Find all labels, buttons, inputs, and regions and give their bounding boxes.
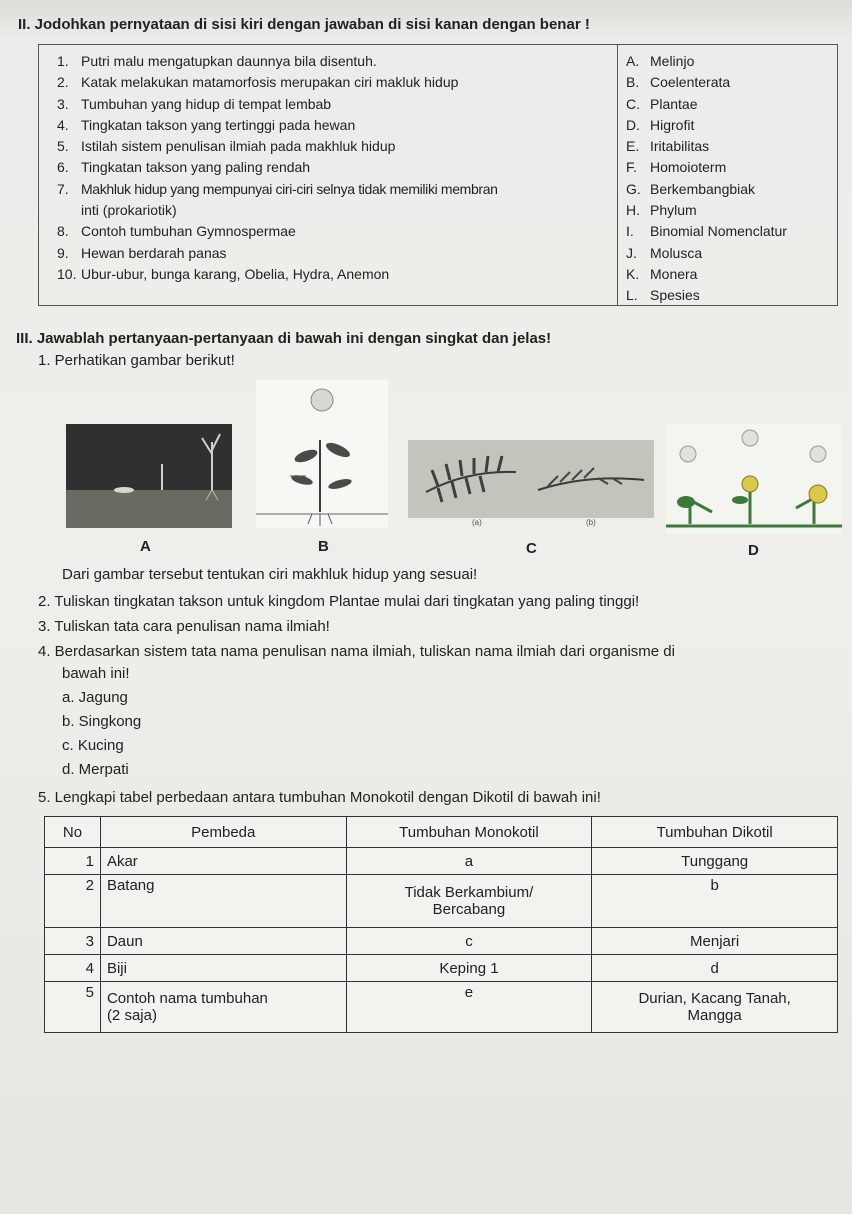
cell-monokotil: a	[346, 848, 592, 875]
cell-no: 5	[45, 982, 101, 1033]
statements-column	[57, 51, 617, 285]
cell-dikotil-line2: Mangga	[687, 1007, 742, 1024]
cell-dikotil: Tunggang	[592, 848, 838, 875]
figure-label-a: A	[140, 538, 151, 555]
seedling-growth-illustration	[66, 424, 232, 528]
answer-item: E. Iritabilitas	[626, 138, 710, 155]
figure-c-sublabel-b: (b)	[586, 518, 596, 527]
table-header-row	[45, 817, 838, 848]
question-4: 4. Berdasarkan sistem tata nama penulisan nama ilmiah, tuliskan nama ilmiah dari organisme di	[38, 643, 675, 660]
question-1: 1. Perhatikan gambar berikut!	[38, 352, 235, 369]
question-4-option-a: a. Jagung	[62, 689, 128, 706]
cell-monokotil-line1: Tidak Berkambium/	[404, 884, 534, 901]
statement-item: 10. Ubur-ubur, bunga karang, Obelia, Hydra, Anemon	[57, 265, 390, 282]
cell-no: 3	[45, 928, 101, 955]
cell-dikotil: b	[592, 875, 838, 928]
answer-item: C. Plantae	[626, 95, 698, 112]
statement-item: 8. Contoh tumbuhan Gymnospermae	[57, 223, 296, 240]
answer-item: K. Monera	[626, 265, 698, 282]
cell-no: 1	[45, 848, 101, 875]
table-row	[45, 848, 838, 875]
cell-dikotil: Menjari	[592, 928, 838, 955]
table-row	[45, 875, 838, 928]
question-5: 5. Lengkapi tabel perbedaan antara tumbuhan Monokotil dengan Dikotil di bawah ini!	[38, 789, 601, 806]
cell-dikotil: d	[592, 955, 838, 982]
cell-monokotil: c	[346, 928, 592, 955]
matching-table	[38, 44, 838, 306]
header-monokotil: Tumbuhan Monokotil	[346, 817, 592, 848]
statement-item: 7. Makhluk hidup yang mempunyai ciri-ciri selnya tidak memiliki membran	[57, 180, 498, 197]
sunflower-phototropism-illustration	[666, 424, 842, 534]
cell-no: 2	[45, 875, 101, 928]
answer-item: L. Spesies	[626, 287, 700, 304]
cell-pembeda: Biji	[100, 955, 346, 982]
figure-label-d: D	[748, 542, 759, 559]
figure-label-b: B	[318, 538, 329, 555]
answer-item: F. Homoioterm	[626, 159, 727, 176]
question-4-option-b: b. Singkong	[62, 713, 142, 730]
header-no: No	[45, 817, 101, 848]
statement-item: 9. Hewan berdarah panas	[57, 244, 227, 261]
answer-item: G. Berkembangbiak	[626, 180, 756, 197]
header-pembeda: Pembeda	[100, 817, 346, 848]
cell-pembeda: Batang	[100, 875, 346, 928]
statement-item: 5. Istilah sistem penulisan ilmiah pada makhluk hidup	[57, 138, 396, 155]
answer-item: J. Molusca	[626, 244, 703, 261]
photosynthesis-plant-diagram	[256, 380, 388, 528]
statement-item: 1. Putri malu mengatupkan daunnya bila disentuh.	[57, 53, 377, 69]
cell-monokotil: e	[346, 982, 592, 1033]
question-3: 3. Tuliskan tata cara penulisan nama ilmiah!	[38, 618, 330, 635]
figure-d-image	[666, 424, 842, 534]
monocot-dicot-table	[44, 816, 838, 1033]
statement-item: 4. Tingkatan takson yang tertinggi pada hewan	[57, 116, 356, 133]
cell-pembeda	[100, 982, 346, 1033]
cell-pembeda: Daun	[100, 928, 346, 955]
section-2-title: II. Jodohkan pernyataan di sisi kiri dengan jawaban di sisi kanan dengan benar !	[18, 16, 590, 33]
figure-label-c: C	[526, 540, 537, 557]
answers-column	[626, 51, 836, 307]
cell-monokotil-line2: Bercabang	[432, 901, 506, 918]
figure-c-sublabel-a: (a)	[472, 518, 482, 527]
matching-divider	[617, 45, 618, 305]
cell-no: 4	[45, 955, 101, 982]
statement-item-continuation: inti (prokariotik)	[81, 202, 177, 219]
question-2: 2. Tuliskan tingkatan takson untuk kingdom Plantae mulai dari tingkatan yang paling tinggi!	[38, 593, 640, 610]
figure-a-image	[66, 424, 232, 528]
figure-b-image	[256, 380, 388, 528]
cell-dikotil	[592, 982, 838, 1033]
cell-monokotil	[346, 875, 592, 928]
statement-item: 6. Tingkatan takson yang paling rendah	[57, 159, 311, 176]
cell-monokotil: Keping 1	[346, 955, 592, 982]
question-4-continuation: bawah ini!	[62, 665, 130, 682]
table-row	[45, 928, 838, 955]
question-1-instruction: Dari gambar tersebut tentukan ciri makhluk hidup yang sesuai!	[62, 566, 478, 583]
header-dikotil: Tumbuhan Dikotil	[592, 817, 838, 848]
statement-item: 3. Tumbuhan yang hidup di tempat lembab	[57, 95, 332, 112]
question-4-option-d: d. Merpati	[62, 761, 129, 778]
cell-pembeda: Akar	[100, 848, 346, 875]
section-3-title: III. Jawablah pertanyaan-pertanyaan di bawah ini dengan singkat dan jelas!	[16, 330, 552, 347]
figure-c-image	[408, 440, 654, 518]
table-row	[45, 955, 838, 982]
answer-item: H. Phylum	[626, 202, 697, 219]
answer-item: B. Coelenterata	[626, 74, 731, 91]
cell-pembeda-line1: Contoh nama tumbuhan	[106, 990, 268, 1007]
cell-dikotil-line1: Durian, Kacang Tanah,	[638, 990, 791, 1007]
question-4-option-c: c. Kucing	[62, 737, 124, 754]
mimosa-leaves-illustration	[408, 440, 654, 518]
answer-item: A. Melinjo	[626, 53, 695, 69]
cell-pembeda-line2: (2 saja)	[106, 1007, 157, 1024]
answer-item: D. Higrofit	[626, 116, 695, 133]
answer-item: I. Binomial Nomenclatur	[626, 223, 787, 240]
table-row	[45, 982, 838, 1033]
statement-item: 2. Katak melakukan matamorfosis merupakan ciri makluk hidup	[57, 74, 459, 91]
